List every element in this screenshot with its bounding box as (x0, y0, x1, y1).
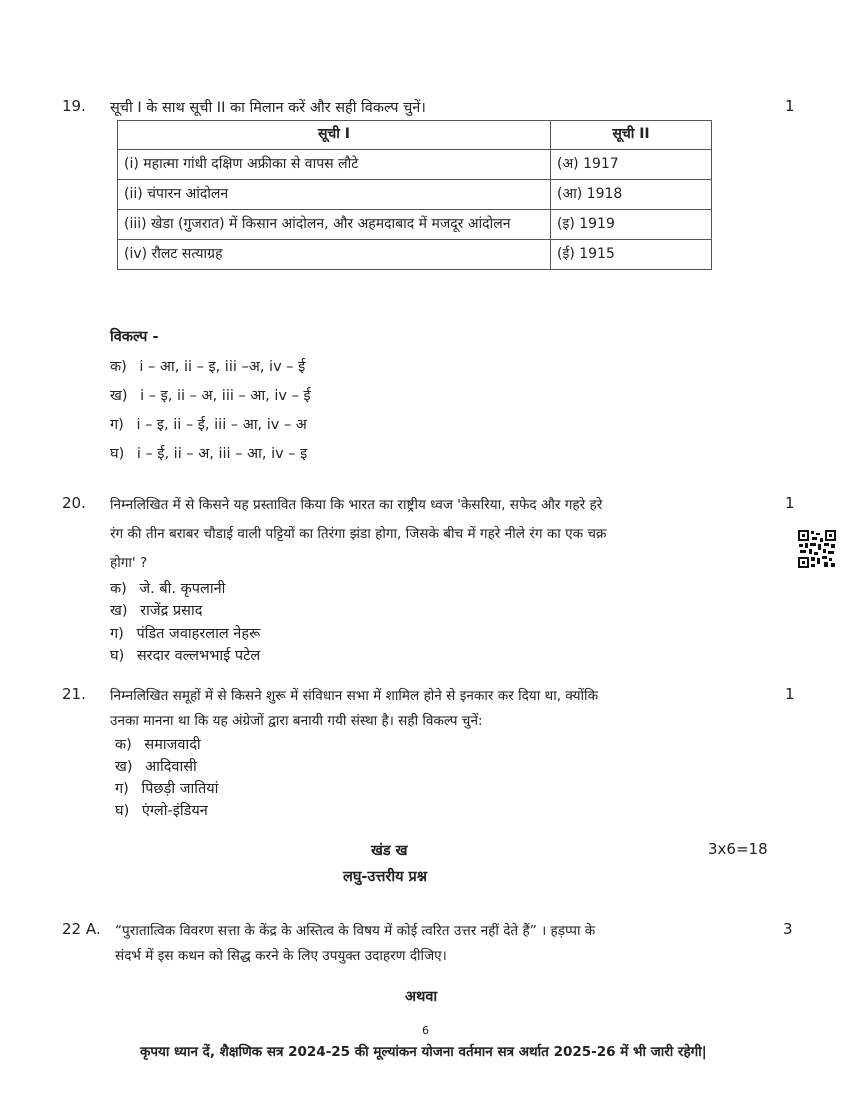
question-text-line: संदर्भ में इस कथन को सिद्ध करने के लिए उपयुक्त उदाहरण दीजिए। (115, 948, 447, 964)
question-marks: 3 (783, 920, 793, 938)
option-text: जे. बी. कृपलानी (139, 581, 226, 597)
option-text: समाजवादी (144, 737, 201, 753)
option-text: i – इ, ii – अ, iii – आ, iv – ई (140, 388, 311, 404)
option-text: एंग्लो-इंडियन (141, 803, 208, 819)
table-row (118, 210, 712, 240)
option-item (115, 734, 201, 754)
table-cell: (आ) 1918 (551, 180, 712, 210)
question-text: सूची I के साथ सूची II का मिलान करें और सही विकल्प चुनें। (110, 100, 426, 116)
page-number: 6 (422, 1024, 429, 1037)
table-cell: (iii) खेडा (गुजरात) में किसान आंदोलन, और अहमदाबाद में मजदूर आंदोलन (118, 210, 551, 240)
question-marks: 1 (785, 494, 795, 512)
question-number: 20. (62, 494, 86, 512)
option-text: i – इ, ii – ई, iii – आ, iv – अ (136, 417, 307, 433)
option-label: ख) (110, 388, 128, 404)
table-cell: (अ) 1917 (551, 150, 712, 180)
or-separator: अथवा (405, 989, 438, 1005)
question-text-line: रंग की तीन बराबर चौडाई वाली पट्टियों का तिरंगा झंडा होगा, जिसके बीच में गहरे नीले रंग का एक चक्र (110, 526, 607, 542)
option-item (110, 385, 311, 405)
question-text-line: होगा' ? (110, 555, 148, 571)
option-item (110, 578, 225, 598)
option-text: आदिवासी (145, 759, 197, 775)
table-row (118, 180, 712, 210)
option-item (110, 623, 260, 643)
option-label: ग) (115, 781, 129, 797)
option-item (115, 778, 218, 798)
option-label: ग) (110, 417, 124, 433)
option-item (110, 645, 260, 665)
option-item (115, 800, 208, 820)
question-number: 21. (62, 685, 86, 703)
question-text-line: उनका मानना था कि यह अंग्रेजों द्वारा बनायी गयी संस्था है। सही विकल्प चुनें: (110, 713, 483, 729)
table-header-row (118, 121, 712, 150)
option-item (110, 356, 305, 376)
option-item (110, 600, 202, 620)
footer-note: कृपया ध्यान दें, शैक्षणिक सत्र 2024-25 की मूल्यांकन योजना वर्तमान सत्र अर्थात 2025-26 में भी जारी रहेगी| (140, 1044, 707, 1060)
options-title: विकल्प - (110, 329, 159, 345)
option-label: क) (110, 359, 127, 375)
option-label: ग) (110, 626, 124, 642)
table-cell: (ii) चंपारन आंदोलन (118, 180, 551, 210)
option-label: ख) (115, 759, 133, 775)
option-label: क) (115, 737, 132, 753)
option-text: पिछड़ी जातियां (141, 781, 219, 797)
option-label: घ) (110, 648, 125, 664)
question-text-line: निम्नलिखित समूहों में से किसने शुरू में संविधान सभा में शामिल होने से इनकार कर दिया था, क्योंकि (110, 688, 599, 704)
table-header: सूची II (551, 121, 712, 150)
question-marks: 1 (785, 685, 795, 703)
option-item (110, 443, 307, 463)
question-text-line: निम्नलिखित में से किसने यह प्रस्तावित किया कि भारत का राष्ट्रीय ध्वज 'केसरिया, सफेद और गहरे हरे (110, 497, 603, 513)
option-label: घ) (110, 446, 125, 462)
option-text: i – आ, ii – इ, iii –अ, iv – ई (139, 359, 306, 375)
question-number: 22 A. (62, 920, 101, 938)
option-item (110, 414, 307, 434)
option-label: घ) (115, 803, 130, 819)
table-cell: (इ) 1919 (551, 210, 712, 240)
question-text-line: “पुरातात्विक विवरण सत्ता के केंद्र के अस्तित्व के विषय में कोई त्वरित उत्तर नहीं देते हैं” । हड़प्पा के (115, 923, 596, 939)
option-text: i – ई, ii – अ, iii – आ, iv – इ (136, 446, 308, 462)
section-title: खंड ख (371, 843, 408, 859)
option-item (115, 756, 197, 776)
option-text: पंडित जवाहरलाल नेहरू (136, 626, 261, 642)
qr-code-icon (797, 529, 837, 569)
option-text: राजेंद्र प्रसाद (140, 603, 203, 619)
match-table (117, 120, 712, 270)
option-text: सरदार वल्लभभाई पटेल (136, 648, 261, 664)
table-header: सूची I (118, 121, 551, 150)
section-subtitle: लघु-उत्तरीय प्रश्न (343, 869, 428, 885)
table-row (118, 150, 712, 180)
table-cell: (iv) रौलट सत्याग्रह (118, 240, 551, 270)
option-label: ख) (110, 603, 128, 619)
table-cell: (i) महात्मा गांधी दक्षिण अफ्रीका से वापस लौटे (118, 150, 551, 180)
table-row (118, 240, 712, 270)
question-marks: 1 (785, 97, 795, 115)
table-cell: (ई) 1915 (551, 240, 712, 270)
question-number: 19. (62, 97, 86, 115)
section-marks: 3x6=18 (708, 840, 768, 858)
option-label: क) (110, 581, 127, 597)
